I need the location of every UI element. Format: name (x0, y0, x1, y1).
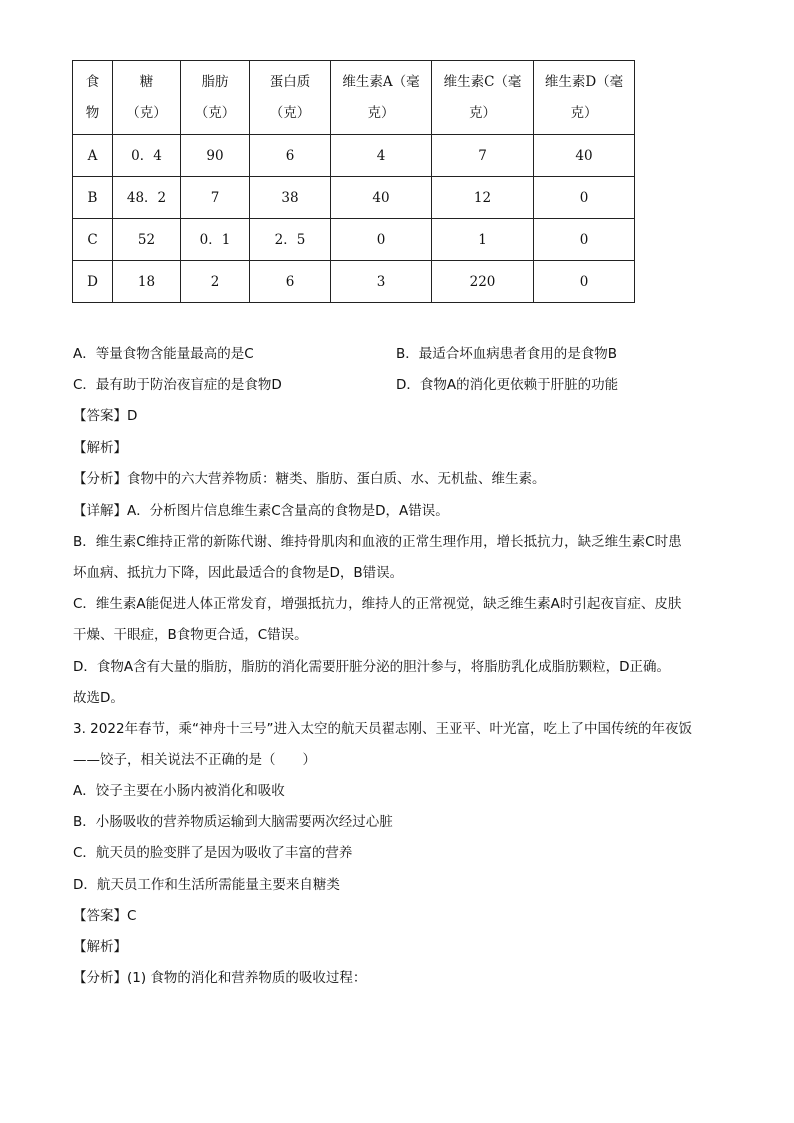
table-cell: 18 (113, 261, 181, 303)
q2-answer: 【答案】D (73, 408, 138, 424)
table-cell: 6 (250, 135, 331, 177)
table-row (73, 219, 635, 261)
table-cell: 12 (432, 177, 534, 219)
q2-option-c: C．最有助于防治夜盲症的是食物D (73, 377, 282, 393)
header-cell: 糖 （克） (113, 61, 181, 135)
q2-option-b: B．最适合坏血病患者食用的是食物B (396, 346, 618, 362)
table-cell: 4 (331, 135, 432, 177)
table-row (73, 261, 635, 303)
q2-option-d: D．食物A的消化更依赖于肝脏的功能 (396, 377, 619, 393)
table-cell: 0 (534, 219, 635, 261)
table-cell: C (73, 219, 113, 261)
header-cell: 脂肪 （克） (181, 61, 250, 135)
q2-explain-d: D．食物A含有大量的脂肪，脂肪的消化需要肝脏分泌的胆汁参与，将脂肪乳化成脂肪颗粒，D正确。 (73, 659, 671, 675)
table-cell: A (73, 135, 113, 177)
table-cell: 1 (432, 219, 534, 261)
table-cell: 6 (250, 261, 331, 303)
q3-stem-line2: ——饺子，相关说法不正确的是（ ） (73, 752, 316, 768)
table-cell: 0．1 (181, 219, 250, 261)
table-cell: 0 (534, 261, 635, 303)
table-cell: 2 (181, 261, 250, 303)
table-header-row (73, 61, 635, 135)
q3-option-a: A．饺子主要在小肠内被消化和吸收 (73, 783, 285, 799)
nutrient-table (72, 60, 635, 303)
table-cell: 220 (432, 261, 534, 303)
q3-answer: 【答案】C (73, 908, 137, 924)
header-cell: 维生素D（毫 克） (534, 61, 635, 135)
q3-stem-line1: 3. 2022年春节，乘“神舟十三号”进入太空的航天员翟志刚、王亚平、叶光富，吃上了中国传统的年夜饭 (73, 721, 693, 737)
q2-conclusion: 故选D。 (73, 690, 124, 706)
table-cell: 0 (331, 219, 432, 261)
table-row (73, 177, 635, 219)
table-cell: 90 (181, 135, 250, 177)
table-cell: 3 (331, 261, 432, 303)
q3-option-b: B．小肠吸收的营养物质运输到大脑需要两次经过心脏 (73, 814, 393, 830)
table-cell: 40 (331, 177, 432, 219)
table-cell: 40 (534, 135, 635, 177)
q2-explain-b-line2: 坏血病、抵抗力下降，因此最适合的食物是D，B错误。 (73, 565, 404, 581)
q2-option-a: A．等量食物含能量最高的是C (73, 346, 254, 362)
q3-analysis-heading: 【解析】 (73, 939, 127, 955)
table-cell: 52 (113, 219, 181, 261)
q2-explain-c-line2: 干燥、干眼症，B食物更合适，C错误。 (73, 627, 308, 643)
table-cell: 7 (181, 177, 250, 219)
table-cell: 48．2 (113, 177, 181, 219)
q3-option-d: D．航天员工作和生活所需能量主要来自糖类 (73, 877, 340, 893)
header-cell: 维生素C（毫 克） (432, 61, 534, 135)
table-cell: B (73, 177, 113, 219)
q2-xiangjie-a: 【详解】A．分析图片信息维生素C含量高的食物是D，A错误。 (73, 503, 449, 519)
table-cell: 0 (534, 177, 635, 219)
q2-fenxi: 【分析】食物中的六大营养物质：糖类、脂肪、蛋白质、水、无机盐、维生素。 (73, 471, 546, 487)
q3-fenxi: 【分析】(1) 食物的消化和营养物质的吸收过程： (73, 970, 367, 986)
q2-explain-c-line1: C．维生素A能促进人体正常发育，增强抵抗力，维持人的正常视觉，缺乏维生素A时引起夜盲症、皮肤 (73, 596, 682, 612)
table-cell: 2．5 (250, 219, 331, 261)
table-cell: 7 (432, 135, 534, 177)
header-cell: 蛋白质 （克） (250, 61, 331, 135)
header-cell: 食 物 (73, 61, 113, 135)
q3-option-c: C．航天员的脸变胖了是因为吸收了丰富的营养 (73, 845, 353, 861)
table-cell: 0．4 (113, 135, 181, 177)
table-cell: 38 (250, 177, 331, 219)
table-row (73, 135, 635, 177)
table-cell: D (73, 261, 113, 303)
header-cell: 维生素A（毫 克） (331, 61, 432, 135)
q2-explain-b-line1: B．维生素C维持正常的新陈代谢、维持骨肌肉和血液的正常生理作用，增长抵抗力，缺乏维生素C时患 (73, 534, 682, 550)
q2-analysis-heading: 【解析】 (73, 440, 127, 456)
